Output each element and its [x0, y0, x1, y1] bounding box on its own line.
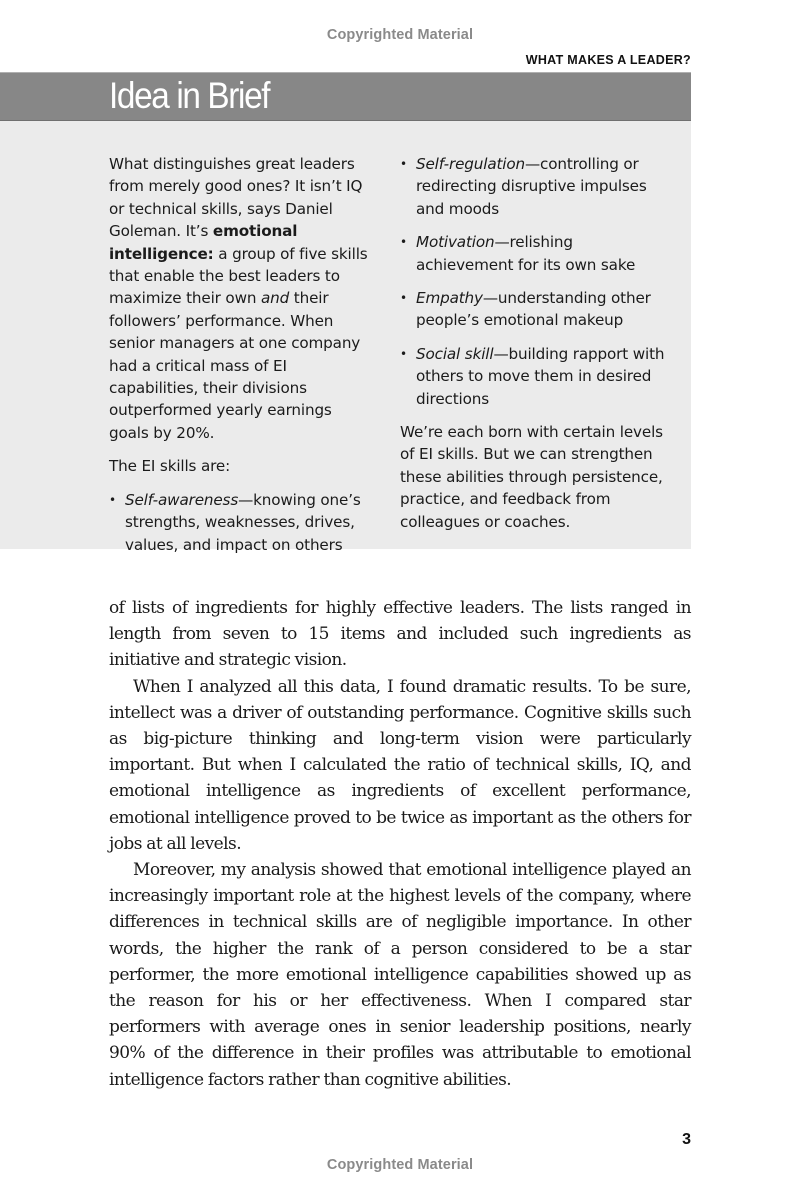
- sidebar-right-column: [400, 153, 672, 544]
- skill-item: [400, 231, 672, 276]
- skill-item: [400, 343, 672, 410]
- body-paragraph: Moreover, my analysis showed that emotional intelligence played an increasingly important role at the highest levels of the company, where differences in technical skills are of negligible importance. In other words, the higher the rank of a person considered to be a star performer, the more emotional intelligence capabilities showed up as the reason for his or her effectiveness. When I compared star performers with average ones in senior leadership positions, nearly 90% of the difference in their profiles was attributable to emotional intelligence factors rather than cognitive abilities.: [109, 860, 691, 1090]
- page-number: 3: [682, 1131, 691, 1148]
- skills-lead: The EI skills are:: [109, 457, 231, 476]
- skill-term: Motivation: [416, 233, 495, 252]
- sidebar-closing: We’re each born with certain levels of EI skills. But we can strengthen these abilities through persistence, practice, and feedback from colleagues or coaches.: [400, 423, 663, 531]
- copyright-watermark-bottom: Copyrighted Material: [326, 1157, 474, 1173]
- body-paragraph: of lists of ingredients for highly effective leaders. The lists ranged in length from seven to 15 items and included such ingredients as initiative and strategic vision.: [109, 598, 691, 671]
- copyright-watermark-top: Copyrighted Material: [326, 27, 474, 43]
- body-paragraph: When I analyzed all this data, I found dramatic results. To be sure, intellect was a driver of outstanding performance. Cognitive skills such as big-picture thinking and long-term vision were particularly important. But when I calculated the ratio of technical skills, IQ, and emotional intelligence as ingredients of excellent performance, emotional intelligence proved to be twice as important as the others for jobs at all levels.: [109, 676, 691, 854]
- intro-text: a group of five skills that enable the best leaders to maximize their own: [109, 244, 368, 308]
- idea-in-brief-banner: [0, 72, 691, 121]
- skill-desc: —controlling or redirecting disruptive impulses and moods: [416, 155, 647, 218]
- skill-desc: —knowing one’s strengths, weaknesses, drives, values, and impact on others: [125, 490, 361, 554]
- intro-bold-term: emotional intelligence:: [109, 222, 298, 263]
- intro-italic: and: [261, 289, 290, 308]
- skill-term: Self-awareness: [125, 490, 239, 509]
- skills-list-left: [109, 489, 374, 556]
- skill-desc: —building rapport with others to move them in desired directions: [416, 344, 665, 408]
- intro-text: their followers’ performance. When senior managers at one company had a critical mass of EI capabilities, their divisions outperformed yearly earnings goals by 20%.: [109, 289, 361, 442]
- skill-term: Empathy: [416, 289, 483, 308]
- sidebar-title: Idea in Brief: [109, 75, 270, 116]
- body-text: [109, 595, 691, 1093]
- skill-desc: —relishing achievement for its own sake: [416, 233, 636, 274]
- skill-desc: —understanding other people’s emotional makeup: [416, 289, 651, 330]
- skill-term: Self-regulation: [416, 155, 525, 173]
- running-head: WHAT MAKES A LEADER?: [525, 53, 691, 67]
- sidebar-left-column: [109, 153, 374, 567]
- skills-list-right: [400, 153, 672, 410]
- skill-term: Social skill: [416, 344, 494, 363]
- skill-item: [400, 153, 672, 220]
- intro-text: What distinguishes great leaders from merely good ones? It isn’t IQ or technical skills, says Daniel Goleman. It’s: [109, 155, 363, 241]
- sidebar-intro: [109, 153, 374, 444]
- skill-item: [109, 489, 374, 556]
- skill-item: [400, 287, 672, 332]
